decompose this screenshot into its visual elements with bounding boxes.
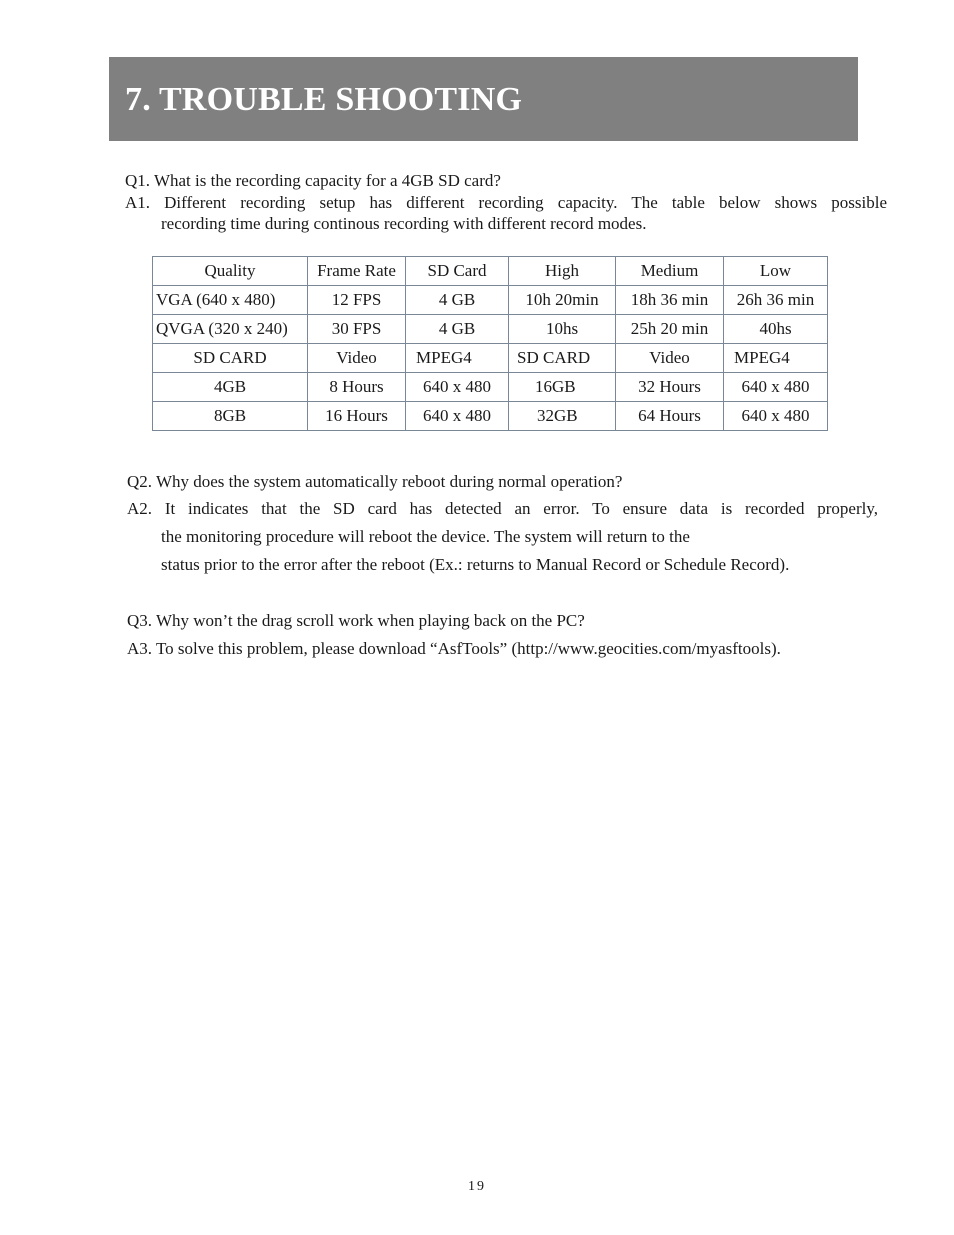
q2-question: Q2. Why does the system automatically reboot during normal operation? (127, 472, 623, 491)
recording-capacity-table (152, 256, 828, 431)
table-header-cell: Quality (153, 257, 308, 286)
table-cell: 30 FPS (308, 315, 406, 344)
section-header-banner (109, 57, 858, 141)
table-cell: 32 Hours (616, 373, 724, 402)
table-row (153, 257, 828, 286)
table-cell: Video (308, 344, 406, 373)
q2-answer-line-2: the monitoring procedure will reboot the device. The system will return to the (161, 527, 690, 546)
section-title: 7. TROUBLE SHOOTING (125, 81, 523, 118)
table-row (153, 402, 828, 431)
table-header-cell: High (509, 257, 616, 286)
table-cell: 12 FPS (308, 286, 406, 315)
q3-question: Q3. Why won’t the drag scroll work when playing back on the PC? (127, 611, 585, 630)
q1-question: Q1. What is the recording capacity for a 4GB SD card? (125, 171, 501, 190)
q1-answer-line-2: recording time during continous recording with different record modes. (161, 214, 647, 233)
table-cell: 32GB (509, 402, 616, 431)
q1-answer-line-1: A1. Different recording setup has different recording capacity. The table below shows possible (125, 193, 887, 212)
table-cell: QVGA (320 x 240) (153, 315, 308, 344)
table-cell: 40hs (724, 315, 828, 344)
table-cell: 640 x 480 (406, 402, 509, 431)
table-cell: 16GB (509, 373, 616, 402)
page-number: 19 (468, 1179, 486, 1194)
table-cell: SD CARD (153, 344, 308, 373)
table-cell: 64 Hours (616, 402, 724, 431)
table-cell: 16 Hours (308, 402, 406, 431)
table-cell: SD CARD (509, 344, 616, 373)
table-cell: 10h 20min (509, 286, 616, 315)
table-row (153, 315, 828, 344)
table-cell: VGA (640 x 480) (153, 286, 308, 315)
table-cell: 8GB (153, 402, 308, 431)
table-cell: 26h 36 min (724, 286, 828, 315)
table-header-cell: Low (724, 257, 828, 286)
table-cell: 4GB (153, 373, 308, 402)
table-row (153, 286, 828, 315)
table-header-cell: Frame Rate (308, 257, 406, 286)
table-cell: 10hs (509, 315, 616, 344)
q2-answer-line-1: A2. It indicates that the SD card has detected an error. To ensure data is recorded properly, (127, 499, 878, 518)
table-row (153, 373, 828, 402)
table-cell: MPEG4 (724, 344, 828, 373)
table-cell: 8 Hours (308, 373, 406, 402)
table-cell: 4 GB (406, 315, 509, 344)
q3-answer: A3. To solve this problem, please download “AsfTools” (http://www.geocities.com/myasftools). (127, 639, 781, 658)
table-header-cell: SD Card (406, 257, 509, 286)
table-cell: 4 GB (406, 286, 509, 315)
table-cell: MPEG4 (406, 344, 509, 373)
table-cell: 18h 36 min (616, 286, 724, 315)
table-cell: Video (616, 344, 724, 373)
table-cell: 640 x 480 (724, 373, 828, 402)
table-cell: 25h 20 min (616, 315, 724, 344)
table-header-cell: Medium (616, 257, 724, 286)
table-row (153, 344, 828, 373)
table-cell: 640 x 480 (406, 373, 509, 402)
table-cell: 640 x 480 (724, 402, 828, 431)
q2-answer-line-3: status prior to the error after the reboot (Ex.: returns to Manual Record or Schedule Record). (161, 555, 790, 574)
